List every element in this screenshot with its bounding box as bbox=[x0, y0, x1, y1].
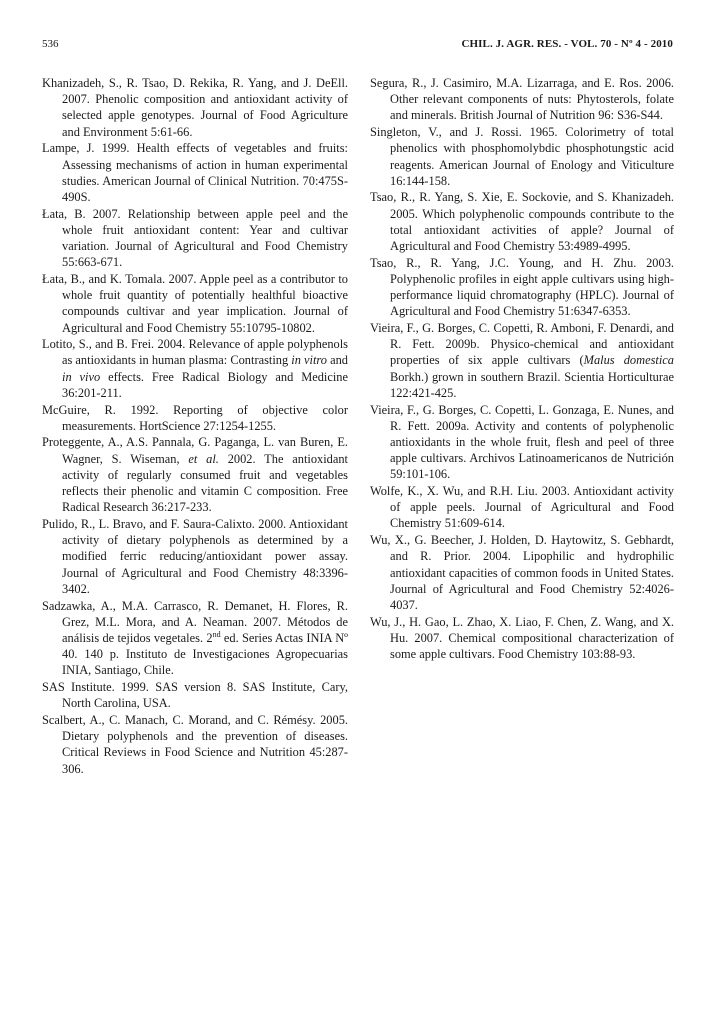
references-column-left bbox=[42, 75, 348, 777]
reference-entry: Pulido, R., L. Bravo, and F. Saura-Calixto. 2000. Antioxidant activity of dietary polyphenols as determined by a modified ferric reducing/antioxidant power assay. Journal of Agricultural and Food Chemistry 48:3396-3402. bbox=[42, 516, 348, 596]
reference-entry: Wolfe, K., X. Wu, and R.H. Liu. 2003. Antioxidant activity of apple peels. Journal of Agricultural and Food Chemistry 51:609-614. bbox=[370, 484, 674, 531]
reference-superscript: nd bbox=[212, 629, 221, 639]
reference-text: 2002. The antioxidant activity of regularly consumed fruit and vegetables reflects their phenolic and vitamin C composition. Free Radical Research 36:217-233. bbox=[62, 451, 348, 515]
reference-entry bbox=[42, 434, 348, 515]
reference-italic: Malus domestica bbox=[583, 353, 674, 368]
reference-entry: McGuire, R. 1992. Reporting of objective color measurements. HortScience 27:1254-1255. bbox=[42, 402, 348, 433]
reference-text: ed. Series Actas INIA Nº 40. 140 p. Instituto de Investigaciones Agropecuarias INIA, Santiago, Chile. bbox=[62, 630, 348, 678]
reference-entry bbox=[42, 598, 348, 679]
reference-entry bbox=[42, 336, 348, 401]
reference-entry: Wu, X., G. Beecher, J. Holden, D. Haytowitz, S. Gebhardt, and R. Prior. 2004. Lipophilic and hydrophilic antioxidant capacities of common foods in United States. Journal of Agricultural and Food Chemistry 52:4026-4037. bbox=[370, 533, 674, 612]
running-head: CHIL. J. AGR. RES. - VOL. 70 - Nº 4 - 2010 bbox=[461, 38, 673, 50]
reference-entry: Scalbert, A., C. Manach, C. Morand, and C. Rémésy. 2005. Dietary polyphenols and the prevention of diseases. Critical Reviews in Food Science and Nutrition 45:287-306. bbox=[42, 712, 348, 776]
reference-text: and bbox=[326, 353, 348, 368]
reference-entry: Vieira, F., G. Borges, C. Copetti, L. Gonzaga, E. Nunes, and R. Fett. 2009a. Activity and contents of polyphenolic antioxidants in the whole fruit, flesh and peel of three apple cultivars. Archivos Latinoamericanos de Nutrición 59:101-106. bbox=[370, 402, 674, 482]
reference-text: Sadzawka, A., M.A. Carrasco, R. Demanet, H. Flores, R. Grez, M.L. Mora, and A. Neaman. 2007. Métodos de análisis de tejidos vegetales. 2 bbox=[42, 598, 348, 645]
reference-italic: in vivo bbox=[62, 369, 101, 384]
reference-entry: Singleton, V., and J. Rossi. 1965. Colorimetry of total phenolics with phosphomolybdic phosphotungstic acid reagents. American Journal of Enology and Viticulture 16:144-158. bbox=[370, 125, 674, 188]
reference-entry bbox=[370, 320, 674, 401]
reference-text: Lotito, S., and B. Frei. 2004. Relevance of apple polyphenols as antioxidants in human plasma: Contrasting bbox=[42, 337, 348, 368]
reference-entry: Lampe, J. 1999. Health effects of vegetables and fruits: Assessing mechanisms of action in human experimental studies. American Journal of Clinical Nutrition. 70:475S-490S. bbox=[42, 141, 348, 204]
reference-entry: SAS Institute. 1999. SAS version 8. SAS Institute, Cary, North Carolina, USA. bbox=[42, 680, 348, 711]
reference-text: Proteggente, A., A.S. Pannala, G. Paganga, L. van Buren, E. Wagner, S. Wiseman, bbox=[42, 435, 348, 466]
references-column-right bbox=[370, 75, 674, 663]
reference-text: Borkh.) grown in southern Brazil. Scientia Horticulturae 122:421-425. bbox=[390, 369, 674, 400]
reference-entry: Wu, J., H. Gao, L. Zhao, X. Liao, F. Chen, Z. Wang, and X. Hu. 2007. Chemical compositional characterization of some apple cultivars. Food Chemistry 103:88-93. bbox=[370, 614, 674, 662]
reference-entry: Tsao, R., R. Yang, J.C. Young, and H. Zhu. 2003. Polyphenolic profiles in eight apple cultivars using high-performance liquid chromatography (HPLC). Journal of Agricultural and Food Chemistry 51:6347-6353. bbox=[370, 255, 674, 319]
reference-entry: Khanizadeh, S., R. Tsao, D. Rekika, R. Yang, and J. DeEll. 2007. Phenolic composition and antioxidant activity of selected apple genotypes. Journal of Food Agriculture and Environment 5:61-66. bbox=[42, 76, 348, 139]
reference-italic: et al. bbox=[188, 451, 219, 466]
reference-entry: Łata, B., and K. Tomala. 2007. Apple peel as a contributor to whole fruit quantity of potentially healthful bioactive compounds cultivar and year implication. Journal of Agricultural and Food Chemistry 55:10795-10802. bbox=[42, 271, 348, 335]
reference-entry: Tsao, R., R. Yang, S. Xie, E. Sockovie, and S. Khanizadeh. 2005. Which polyphenolic compounds contribute to the total antioxidant activities of apple? Journal of Agricultural and Food Chemistry 53:4989-4995. bbox=[370, 190, 674, 254]
reference-entry: Łata, B. 2007. Relationship between apple peel and the whole fruit antioxidant content: Year and cultivar variation. Journal of Agricultural and Food Chemistry 55:663-671. bbox=[42, 206, 348, 270]
reference-text: Vieira, F., G. Borges, C. Copetti, R. Amboni, F. Denardi, and R. Fett. 2009b. Physico-chemical and antioxidant properties of six apple cultivars ( bbox=[370, 321, 674, 368]
reference-entry: Segura, R., J. Casimiro, M.A. Lizarraga, and E. Ros. 2006. Other relevant components of nuts: Phytosterols, folate and minerals. British Journal of Nutrition 96: S36-S44. bbox=[370, 76, 674, 123]
reference-italic: in vitro bbox=[291, 353, 327, 368]
page-number: 536 bbox=[42, 38, 59, 50]
reference-text: effects. Free Radical Biology and Medicine 36:201-211. bbox=[62, 369, 348, 400]
